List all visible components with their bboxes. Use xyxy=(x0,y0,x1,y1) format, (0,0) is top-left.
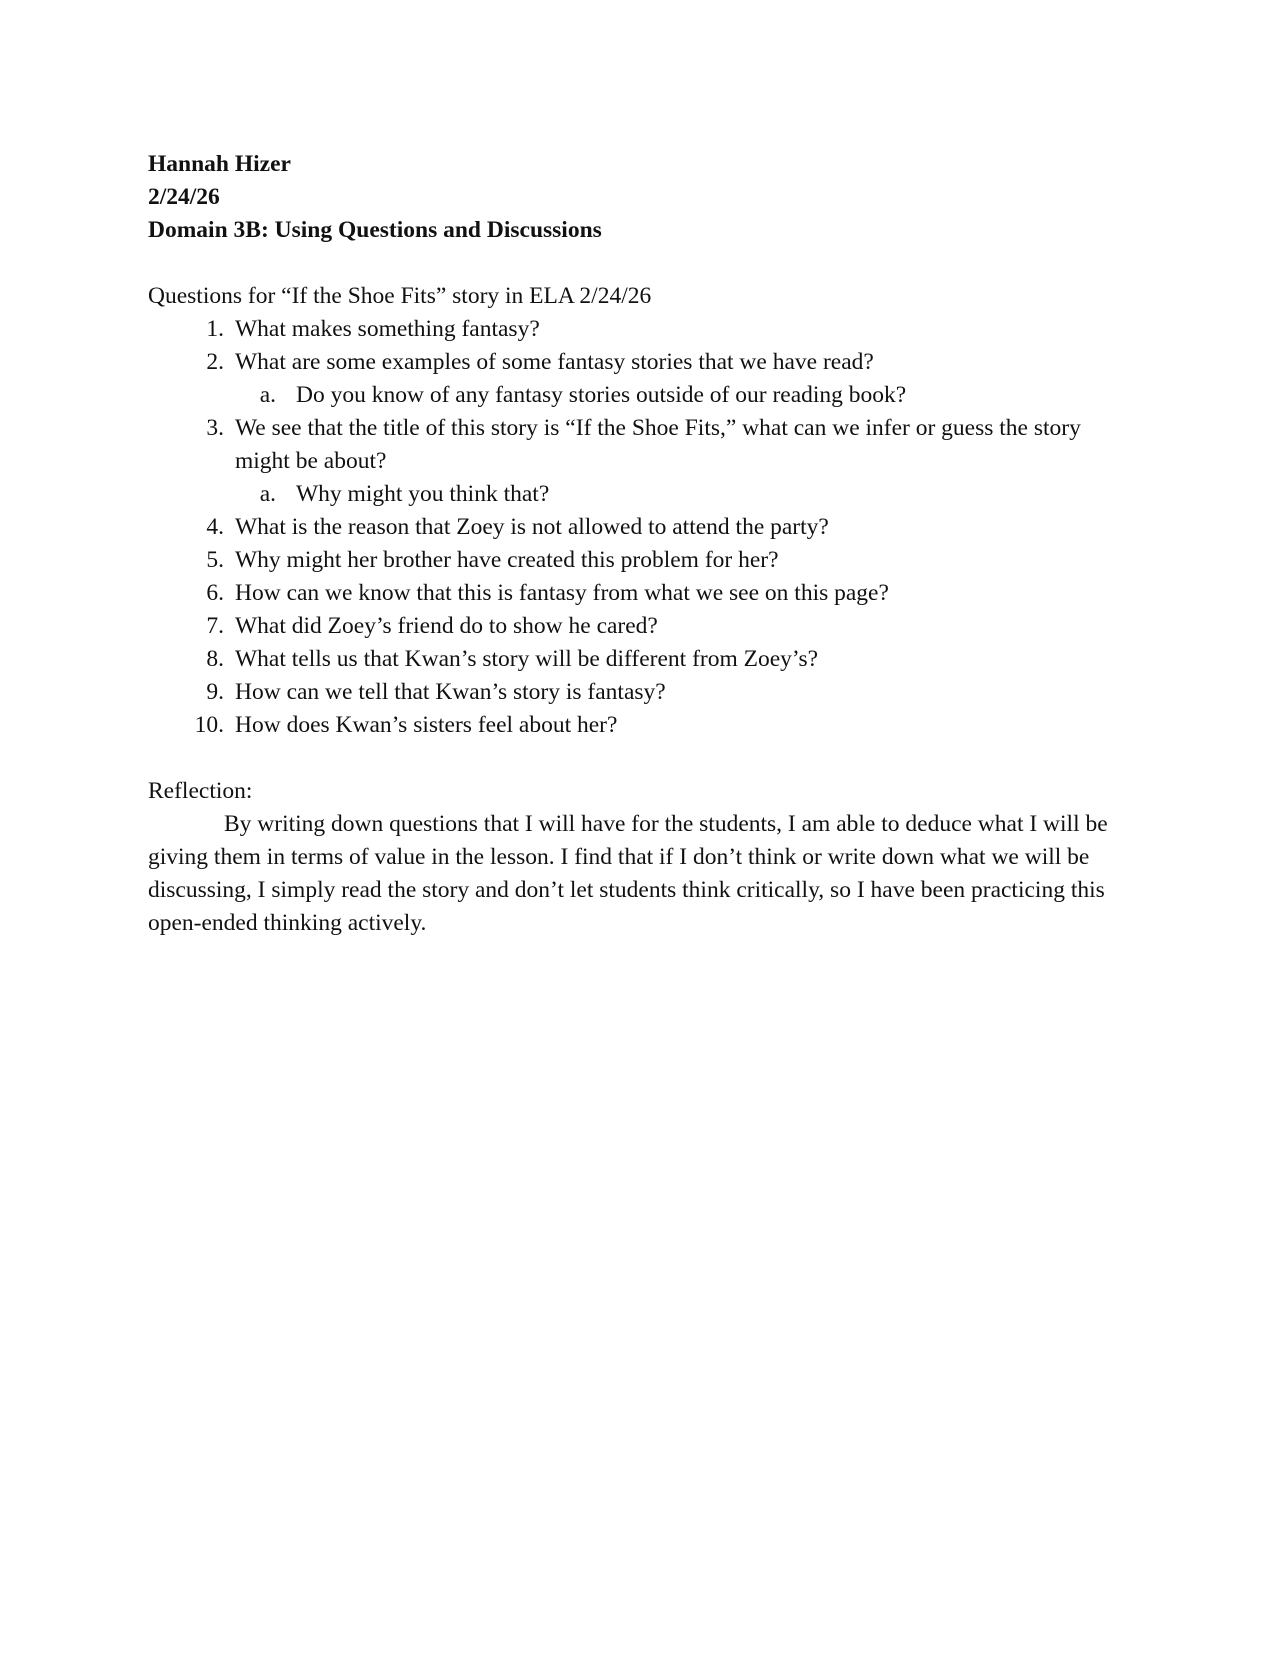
item-text: How does Kwan’s sisters feel about her? xyxy=(235,712,618,738)
blank-line xyxy=(148,247,1138,280)
list-item xyxy=(148,544,1138,577)
questions-intro: Questions for “If the Shoe Fits” story in ELA 2/24/26 xyxy=(148,283,652,309)
list-item xyxy=(148,610,1138,643)
list-item xyxy=(148,709,1138,742)
question-list xyxy=(148,313,1138,742)
item-number: 9. xyxy=(206,679,224,705)
item-number: 2. xyxy=(206,349,224,375)
list-item xyxy=(148,313,1138,346)
item-number: 5. xyxy=(206,547,224,573)
sub-item-text: Do you know of any fantasy stories outside of our reading book? xyxy=(296,382,907,408)
item-number: 6. xyxy=(206,580,224,606)
item-number: 1. xyxy=(206,316,224,342)
sub-item-letter: a. xyxy=(259,481,276,507)
item-number: 4. xyxy=(206,514,224,540)
item-number: 3. xyxy=(206,415,224,441)
sub-item-text: Why might you think that? xyxy=(296,481,550,507)
list-item xyxy=(148,511,1138,544)
item-number: 8. xyxy=(206,646,224,672)
list-item xyxy=(148,412,1138,478)
item-text: What makes something fantasy? xyxy=(235,316,540,342)
item-text: What is the reason that Zoey is not allowed to attend the party? xyxy=(235,514,829,540)
item-number: 7. xyxy=(206,613,224,639)
reflection-paragraph: By writing down questions that I will have for the students, I am able to deduce what I will be giving them in terms of value in the lesson. I find that if I don’t think or write down what we will be discussing, I simply read the story and don’t let students think critically, so I have been practicing this open-ended thinking actively. xyxy=(148,811,1108,936)
blank-line xyxy=(148,742,1138,775)
sub-list-item xyxy=(148,478,1138,511)
author-name: Hannah Hizer xyxy=(148,151,291,177)
document-title: Domain 3B: Using Questions and Discussions xyxy=(148,217,602,243)
item-number: 10. xyxy=(194,712,224,738)
sub-list-item xyxy=(148,379,1138,412)
list-item xyxy=(148,643,1138,676)
list-item xyxy=(148,346,1138,379)
item-text: What tells us that Kwan’s story will be different from Zoey’s? xyxy=(235,646,819,672)
item-text: We see that the title of this story is “If the Shoe Fits,” what can we infer or guess the story might be about? xyxy=(235,415,1081,474)
item-text: How can we know that this is fantasy from what we see on this page? xyxy=(235,580,889,606)
item-text: What did Zoey’s friend do to show he cared? xyxy=(235,613,658,639)
document-page xyxy=(148,148,1138,940)
document-date: 2/24/26 xyxy=(148,184,220,210)
sub-item-letter: a. xyxy=(259,382,276,408)
item-text: How can we tell that Kwan’s story is fantasy? xyxy=(235,679,666,705)
item-text: Why might her brother have created this problem for her? xyxy=(235,547,779,573)
reflection-heading: Reflection: xyxy=(148,778,253,804)
item-text: What are some examples of some fantasy stories that we have read? xyxy=(235,349,874,375)
list-item xyxy=(148,577,1138,610)
list-item xyxy=(148,676,1138,709)
